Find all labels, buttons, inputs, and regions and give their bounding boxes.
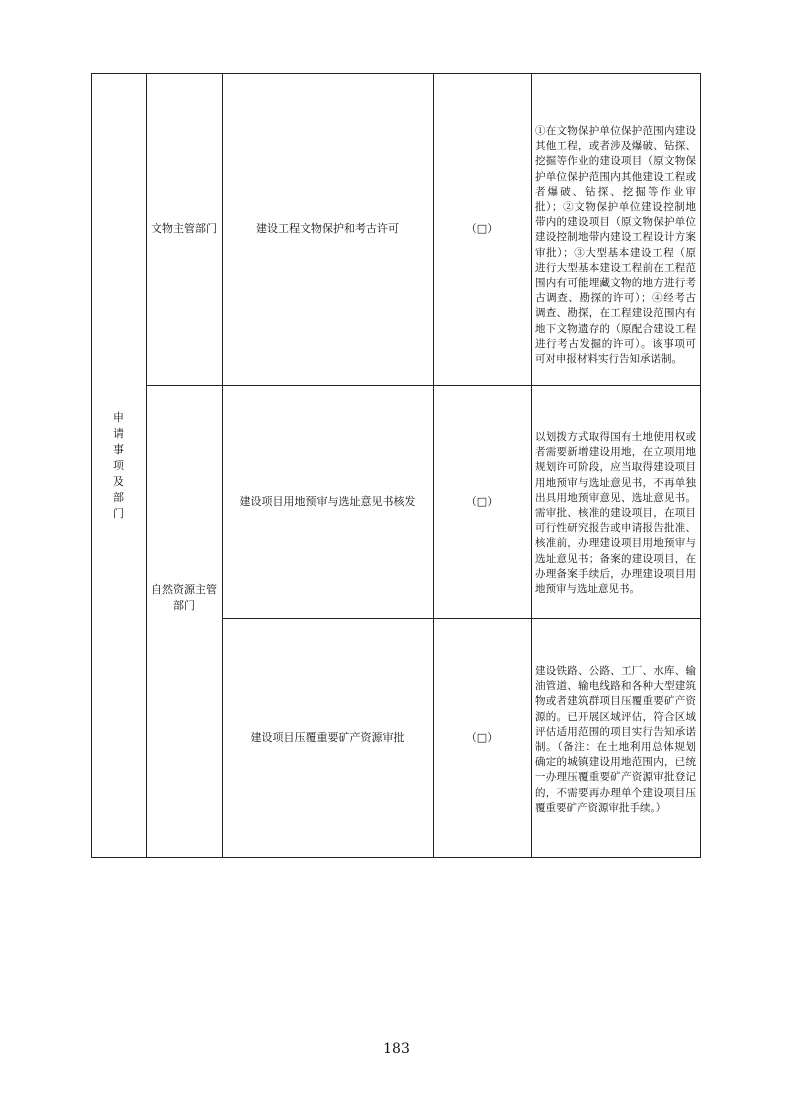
page-number: 183: [383, 1041, 410, 1057]
item-cell-land-preexamination: [222, 385, 433, 618]
table-right-border: [700, 73, 701, 858]
item-label: 建设项目用地预审与选址意见书核发: [239, 494, 416, 508]
mark-label: （□）: [465, 494, 499, 508]
department-label: 自然资源主管 部门: [151, 583, 217, 612]
mark-cell-cultural-relics: [433, 73, 531, 385]
note-cell-land-preexamination: 以划拨方式取得国有土地使用权或者需要新增建设用地，在立项用地规划许可阶段，应当取得建设项目用地预审与选址意见书，不再单独出具用地预审意见、选址意见书。需审批、核准的建设项目，在项目可行性研究报告或申请报告批准、核准前，办理建设项目用地预审与选址意见书；备案的建设项目，在办理备案手续后，办理建设项目用地预审与选址意见书。: [535, 431, 696, 596]
department-cell-cultural-relics: [146, 73, 222, 385]
note-cell-mineral-resources: 建设铁路、公路、工厂、水库、输油管道、输电线路和各种大型建筑物或者建筑群项目压覆重要矿产资源的。已开展区域评估，符合区域评估适用范围的项目实行告知承诺制。（备注：在土地利用总体规划确定的城镇建设用地范围内，已统一办理压覆重要矿产资源审批登记的，不需要再办理单个建设项目压覆重要矿产资源审批手续。）: [535, 665, 696, 814]
mark-cell-land-preexamination: [433, 385, 531, 618]
note-cell-cultural-relics: ①在文物保护单位保护范围内建设其他工程，或者涉及爆破、钻探、挖掘等作业的建设项目（原文物保护单位保护范围内其他建设工程或者爆破、钻探、挖掘等作业审批）；②文物保护单位建设控制地带内的建设项目（原文物保护单位建设控制地带内建设工程设计方案审批）；③大型基本建设工程（原进行大型基本建设工程前在工程范围内有可能埋藏文物的地方进行考古调查、勘探的许可）；④经考古调查、勘探，在工程建设范围内有地下文物遗存的（原配合建设工程进行考古发掘的许可）。该事项可可对申报材料实行告知承诺制。: [535, 125, 696, 366]
table-bottom-border: [91, 857, 701, 858]
item-cell-mineral-resources: [222, 618, 433, 857]
item-label: 建设工程文物保护和考古许可: [256, 222, 399, 235]
mark-divider: [531, 73, 532, 858]
mark-cell-mineral-resources: [433, 618, 531, 857]
mark-label: （□）: [465, 730, 499, 744]
department-cell-natural-resources: [146, 578, 222, 618]
department-label: 文物主管部门: [151, 222, 217, 235]
item-label: 建设项目压覆重要矿产资源审批: [250, 730, 405, 744]
mark-label: （□）: [465, 222, 499, 235]
item-cell-cultural-relics: [222, 73, 433, 385]
category-label: 申请事项及部门: [113, 410, 124, 520]
category-cell: [91, 73, 146, 858]
